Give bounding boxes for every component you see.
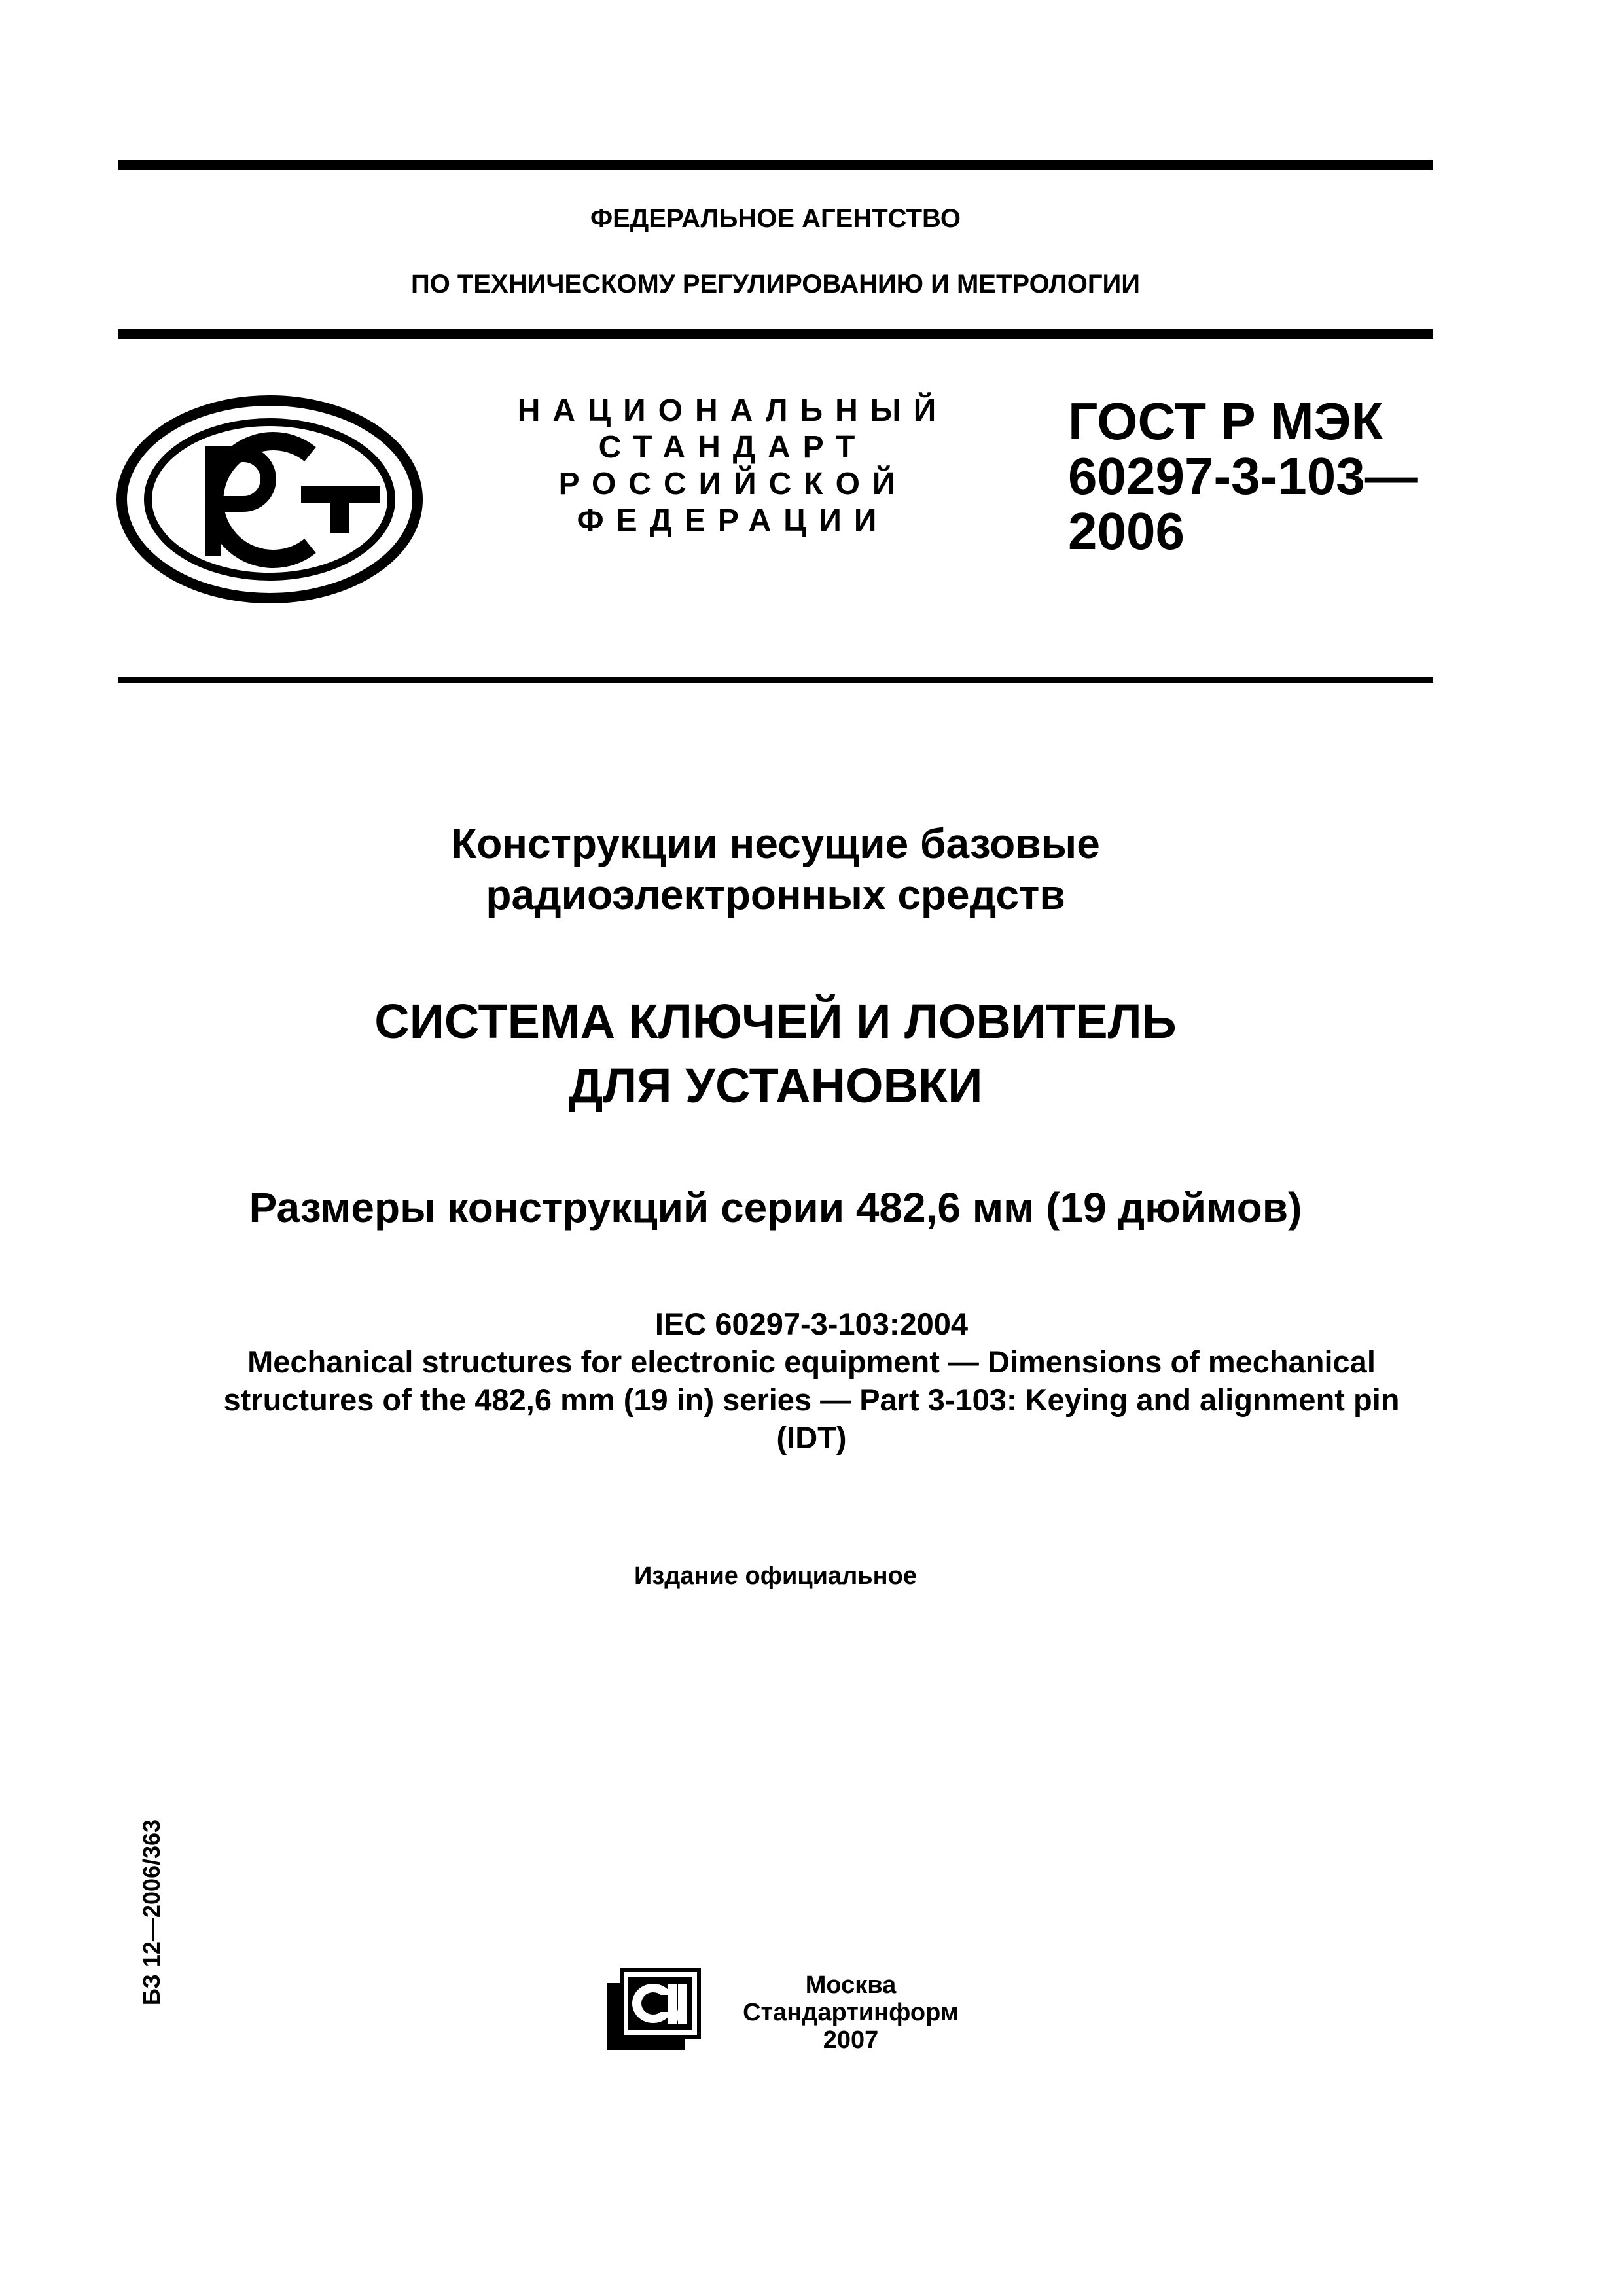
standard-code-line-1: ГОСТ Р МЭК — [1068, 392, 1383, 450]
iec-line-4: (IDT) — [776, 1420, 847, 1455]
main-title-line-2: ДЛЯ УСТАНОВКИ — [568, 1058, 983, 1113]
edition-note: Издание официальное — [634, 1562, 917, 1590]
standartinform-logo-icon — [605, 1967, 702, 2053]
iec-reference — [98, 1305, 1525, 1457]
national-standard-line-4: ФЕДЕРАЦИИ — [577, 503, 889, 538]
publisher-year: 2007 — [823, 2026, 879, 2054]
section-rule — [118, 677, 1433, 683]
publisher-city: Москва — [805, 1971, 897, 1999]
iec-line-2: Mechanical structures for electronic equipment — Dimensions of mechanical — [247, 1344, 1376, 1379]
main-title-line-1: СИСТЕМА КЛЮЧЕЙ И ЛОВИТЕЛЬ — [374, 994, 1177, 1049]
standard-code-line-2: 60297-3-103— — [1068, 447, 1418, 505]
document-main-title — [118, 990, 1433, 1118]
standard-code-line-3: 2006 — [1068, 502, 1185, 560]
header-bottom-rule — [118, 329, 1433, 339]
gost-r-mark-icon — [115, 394, 424, 605]
iec-line-3: structures of the 482,6 mm (19 in) series — Part 3-103: Keying and alignment pin — [223, 1382, 1400, 1417]
title-line-1: Конструкции несущие базовые — [451, 820, 1100, 867]
document-subtitle: Размеры конструкций серии 482,6 мм (19 дюймов) — [249, 1184, 1302, 1231]
national-standard-block — [497, 393, 969, 539]
side-code: БЗ 12—2006/363 — [138, 1819, 165, 2006]
standard-code — [1068, 394, 1435, 559]
publisher-block — [726, 1971, 975, 2054]
document-title-group — [118, 818, 1433, 920]
national-standard-line-2: СТАНДАРТ — [598, 430, 868, 465]
agency-line-2: ПО ТЕХНИЧЕСКОМУ РЕГУЛИРОВАНИЮ И МЕТРОЛОГИИ — [410, 270, 1141, 298]
publisher-name: Стандартинформ — [743, 1999, 959, 2026]
agency-line-1: ФЕДЕРАЛЬНОЕ АГЕНТСТВО — [590, 204, 961, 233]
title-line-2: радиоэлектронных средств — [486, 871, 1065, 918]
top-rule — [118, 160, 1433, 170]
iec-line-1: IEC 60297-3-103:2004 — [654, 1306, 969, 1341]
national-standard-line-1: НАЦИОНАЛЬНЫЙ — [517, 393, 949, 428]
national-standard-line-3: РОССИЙСКОЙ — [558, 467, 908, 501]
